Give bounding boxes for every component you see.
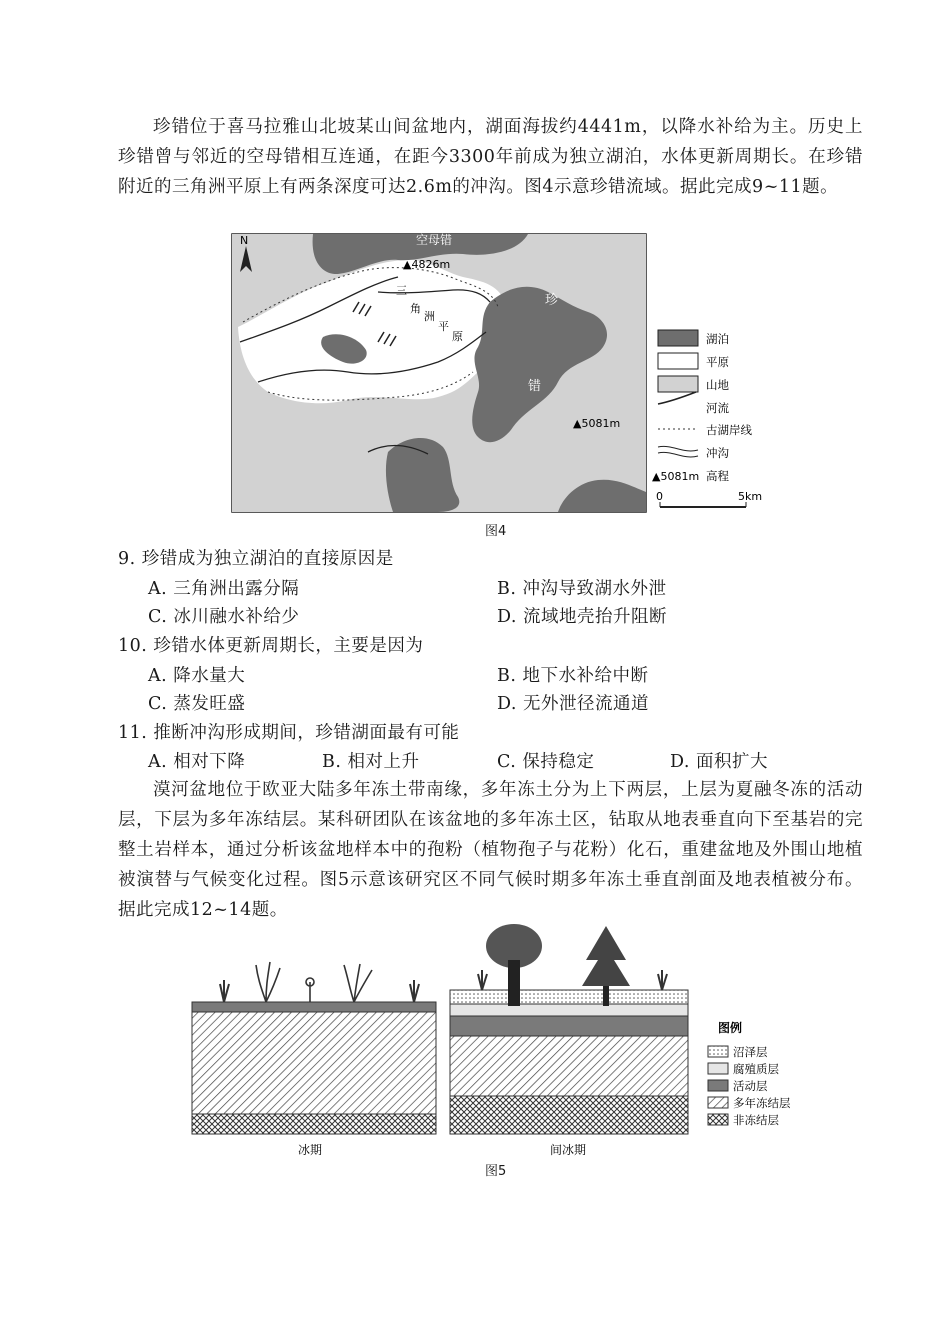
legend-river-icon — [658, 392, 696, 404]
legend-title: 图例 — [718, 1021, 743, 1035]
figure-4-map — [228, 232, 788, 532]
glacial-profile — [192, 962, 436, 1134]
map-svg — [228, 232, 788, 532]
q9-option-d[interactable]: D. 流域地壳抬升阻断 — [497, 607, 668, 627]
legend-humus: 腐殖质层 — [733, 1062, 779, 1076]
plant-icon — [658, 970, 667, 990]
map-legend — [652, 330, 762, 507]
interglacial-profile — [450, 924, 688, 1134]
scale-end: 5km — [738, 490, 763, 503]
q10-option-d[interactable]: D. 无外泄径流通道 — [497, 694, 650, 714]
plant-icon — [478, 970, 487, 990]
legend-gully-icon — [658, 446, 698, 457]
map-delta-char-1: 三 — [396, 284, 407, 297]
map-lake-char-2: 错 — [528, 379, 542, 394]
map-north-label: N — [240, 234, 249, 247]
question-10-stem: 10. 珍错水体更新周期长，主要是因为 — [118, 636, 424, 656]
interglacial-label: 间冰期 — [550, 1143, 587, 1157]
legend-plain: 平原 — [706, 355, 729, 369]
figure-5-caption: 图5 — [485, 1164, 507, 1179]
map-delta-char-2: 角 — [410, 302, 421, 315]
q11-option-a[interactable]: A. 相对下降 — [148, 752, 246, 772]
conifer-tree-icon — [582, 926, 630, 986]
grass-icon — [344, 964, 372, 1002]
map-delta-char-5: 原 — [452, 330, 463, 343]
map-peak2-label: ▲5081m — [573, 417, 621, 430]
map-lake-char-1: 珍 — [545, 293, 559, 308]
profile-svg — [188, 920, 818, 1160]
q9-option-b[interactable]: B. 冲沟导致湖水外泄 — [497, 579, 667, 599]
plant-icon — [220, 980, 229, 1002]
q11-option-b[interactable]: B. 相对上升 — [322, 752, 420, 772]
map-peak1-label: ▲4826m — [403, 258, 451, 271]
question-9-stem: 9. 珍错成为独立湖泊的直接原因是 — [118, 549, 394, 569]
plant-icon — [410, 980, 419, 1002]
grass-icon — [256, 962, 280, 1002]
legend-river: 河流 — [706, 401, 729, 415]
map-delta-char-3: 洲 — [424, 310, 435, 323]
glacial-label: 冰期 — [298, 1143, 323, 1157]
q10-option-a[interactable]: A. 降水量大 — [148, 666, 246, 686]
map-lake-top-label: 空母错 — [416, 233, 453, 247]
figure-5-legend — [708, 1020, 791, 1127]
legend-elevation: 高程 — [706, 469, 729, 483]
passage-2: 漠河盆地位于欧亚大陆多年冻土带南缘，多年冻土分为上下两层，上层为夏融冬冻的活动层，下层为多年冻结层。某科研团队在该盆地的多年冻土区，钻取从地表垂直向下至基岩的完整土岩样本，通过分析该盆地样本中的孢粉（植物孢子与花粉）化石，重建盆地及外围山地植被演替与气候变化过程。图5示意该研究区不同气候时期多年冻土垂直剖面及地表植被分布。据此完成12~14题。 — [118, 780, 863, 920]
q10-option-b[interactable]: B. 地下水补给中断 — [497, 666, 649, 686]
legend-active: 活动层 — [733, 1079, 768, 1093]
flower-icon — [306, 978, 314, 1002]
scale-zero: 0 — [656, 490, 663, 503]
q9-option-c[interactable]: C. 冰川融水补给少 — [148, 607, 300, 627]
q9-option-a[interactable]: A. 三角洲出露分隔 — [148, 579, 300, 599]
q11-option-c[interactable]: C. 保持稳定 — [497, 752, 595, 772]
q10-option-c[interactable]: C. 蒸发旺盛 — [148, 694, 246, 714]
figure-4-caption: 图4 — [485, 524, 507, 539]
legend-gully: 冲沟 — [706, 446, 729, 460]
legend-shoreline: 古湖岸线 — [706, 423, 752, 437]
legend-mountain: 山地 — [706, 378, 729, 392]
legend-swamp: 沼泽层 — [733, 1045, 768, 1059]
map-delta-char-4: 平 — [438, 320, 449, 333]
q11-option-d[interactable]: D. 面积扩大 — [670, 752, 769, 772]
legend-permafrost: 多年冻结层 — [733, 1096, 791, 1110]
figure-5-profile — [188, 920, 818, 1160]
question-11-stem: 11. 推断冲沟形成期间，珍错湖面最有可能 — [118, 723, 460, 743]
legend-unfrozen: 非冻结层 — [733, 1113, 779, 1127]
passage-1: 珍错位于喜马拉雅山北坡某山间盆地内，湖面海拔约4441m，以降水补给为主。历史上珍错曾与邻近的空母错相互连通，在距今3300年前成为独立湖泊，水体更新周期长。在珍错附近的三角洲平原上有两条深度可达2.6m的冲沟。图4示意珍错流域。据此完成9~11题。 — [118, 117, 863, 197]
legend-elev-value: ▲5081m — [652, 470, 700, 483]
legend-lake: 湖泊 — [706, 332, 729, 346]
